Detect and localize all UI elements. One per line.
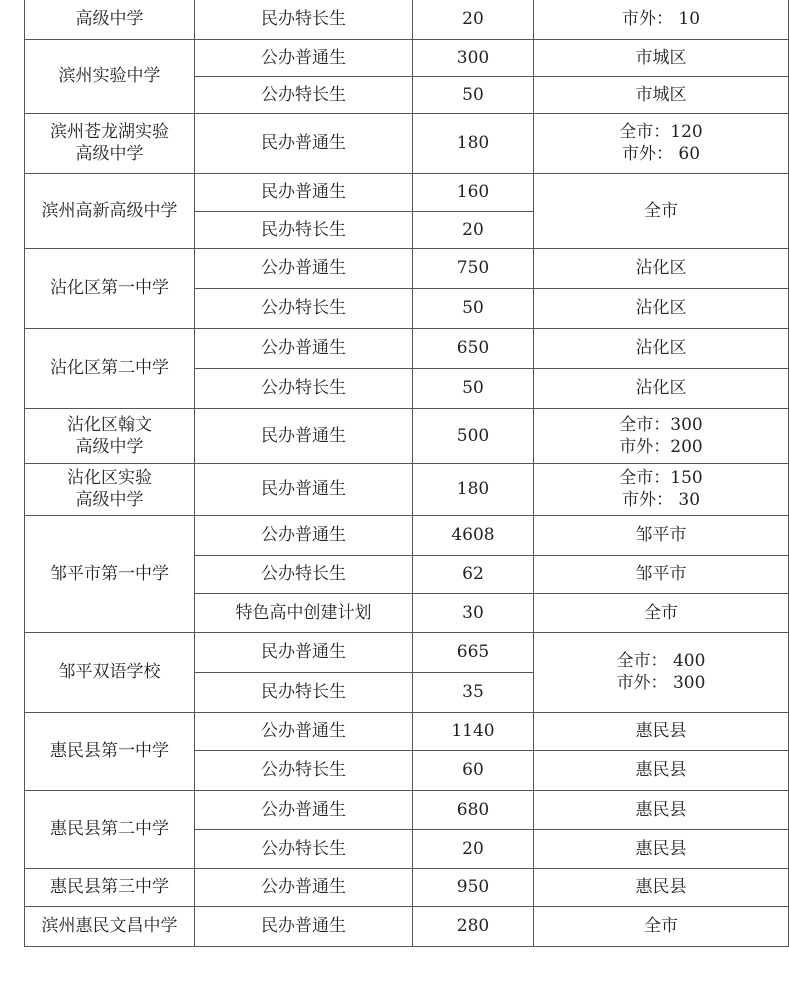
enrollment-type-cell: 公办特长生	[195, 750, 413, 790]
school-name-cell-line: 滨州惠民文昌中学	[41, 916, 178, 936]
table-row	[25, 173, 789, 211]
plan-count-cell: 180	[413, 113, 534, 173]
enrollment-type-cell: 民办特长生	[195, 0, 413, 39]
school-name-cell	[25, 0, 195, 39]
enrollment-area-cell	[534, 790, 789, 829]
school-name-cell	[25, 868, 195, 906]
enrollment-type-cell: 特色高中创建计划	[195, 593, 413, 632]
enrollment-area-cell-line: 惠民县	[635, 877, 687, 897]
enrollment-type-cell: 公办特长生	[195, 555, 413, 593]
enrollment-area-cell	[534, 328, 789, 368]
school-name-cell-line: 惠民县第二中学	[50, 819, 169, 839]
school-name-cell-line: 沾化区翰文	[67, 414, 152, 435]
plan-count-cell: 500	[413, 408, 534, 463]
enrollment-area-cell	[534, 868, 789, 906]
school-name-cell-line: 沾化区第一中学	[50, 278, 169, 298]
plan-count-cell: 950	[413, 868, 534, 906]
table-row	[25, 712, 789, 750]
enrollment-area-cell	[534, 906, 789, 946]
plan-count-cell: 750	[413, 248, 534, 288]
enrollment-area-cell	[534, 555, 789, 593]
enrollment-type-cell: 民办普通生	[195, 173, 413, 211]
enrollment-area-cell-line: 沾化区	[635, 258, 687, 278]
table-row	[25, 328, 789, 368]
enrollment-area-cell	[534, 0, 789, 39]
enrollment-area-cell-line: 全市	[644, 602, 678, 623]
enrollment-area-cell-line: 市城区	[635, 47, 687, 68]
plan-count-cell: 1140	[413, 712, 534, 750]
enrollment-area-cell	[534, 515, 789, 555]
enrollment-area-cell-line: 全市：300	[619, 414, 703, 435]
plan-count-cell: 280	[413, 906, 534, 946]
enrollment-area-cell	[534, 39, 789, 76]
enrollment-area-cell	[534, 463, 789, 515]
enrollment-area-cell-line: 惠民县	[635, 799, 687, 820]
table-row	[25, 248, 789, 288]
table-row	[25, 408, 789, 463]
enrollment-type-cell: 民办普通生	[195, 463, 413, 515]
school-name-cell	[25, 328, 195, 408]
enrollment-table-body	[25, 0, 789, 946]
enrollment-table	[24, 0, 789, 947]
enrollment-area-cell-line: 市外： 30	[621, 490, 701, 510]
enrollment-type-cell: 民办普通生	[195, 113, 413, 173]
enrollment-type-cell: 公办普通生	[195, 868, 413, 906]
enrollment-type-cell: 公办特长生	[195, 76, 413, 113]
school-name-cell	[25, 463, 195, 515]
plan-count-cell: 180	[413, 463, 534, 515]
table-row	[25, 463, 789, 515]
table-row	[25, 906, 789, 946]
enrollment-type-cell: 民办普通生	[195, 408, 413, 463]
school-name-cell	[25, 632, 195, 712]
enrollment-area-cell-line: 邹平市	[635, 525, 687, 545]
enrollment-area-cell	[534, 408, 789, 463]
enrollment-type-cell: 公办特长生	[195, 288, 413, 328]
enrollment-type-cell: 民办普通生	[195, 906, 413, 946]
school-name-cell-line: 滨州高新高级中学	[41, 200, 178, 221]
school-name-cell-line: 高级中学	[75, 490, 144, 510]
plan-count-cell: 30	[413, 593, 534, 632]
table-row	[25, 632, 789, 672]
table-row	[25, 39, 789, 76]
enrollment-area-cell	[534, 829, 789, 868]
school-name-cell	[25, 39, 195, 113]
enrollment-area-cell-line: 市外： 300	[616, 673, 706, 693]
table-row	[25, 790, 789, 829]
school-name-cell	[25, 712, 195, 790]
enrollment-area-cell	[534, 750, 789, 790]
enrollment-area-cell-line: 市外： 10	[621, 9, 701, 30]
school-name-cell	[25, 790, 195, 868]
enrollment-area-cell-line: 惠民县	[635, 838, 687, 859]
enrollment-type-cell: 公办特长生	[195, 368, 413, 408]
enrollment-type-cell: 民办普通生	[195, 632, 413, 672]
enrollment-type-cell: 公办普通生	[195, 515, 413, 555]
enrollment-type-cell: 公办普通生	[195, 39, 413, 76]
enrollment-type-cell: 民办特长生	[195, 672, 413, 712]
enrollment-area-cell-line: 邹平市	[635, 564, 687, 584]
plan-count-cell: 650	[413, 328, 534, 368]
enrollment-area-cell-line: 惠民县	[635, 721, 687, 741]
plan-count-cell: 4608	[413, 515, 534, 555]
school-name-cell-line: 滨州苍龙湖实验	[50, 122, 169, 142]
enrollment-area-cell-line: 市外： 60	[621, 144, 701, 164]
school-name-cell-line: 邹平双语学校	[58, 662, 161, 682]
school-name-cell-line: 沾化区第二中学	[50, 358, 169, 378]
plan-count-cell: 680	[413, 790, 534, 829]
enrollment-area-cell-line: 市外：200	[619, 436, 703, 457]
school-name-cell	[25, 113, 195, 173]
plan-count-cell: 20	[413, 0, 534, 39]
plan-count-cell: 20	[413, 829, 534, 868]
enrollment-area-cell-line: 惠民县	[635, 760, 687, 780]
enrollment-area-cell	[534, 248, 789, 288]
enrollment-type-cell: 公办普通生	[195, 712, 413, 750]
enrollment-area-cell	[534, 173, 789, 248]
enrollment-area-cell-line: 全市：120	[619, 122, 703, 142]
school-name-cell-line: 惠民县第一中学	[50, 741, 169, 761]
enrollment-area-cell	[534, 288, 789, 328]
table-row	[25, 515, 789, 555]
school-name-cell-line: 沾化区实验	[67, 468, 152, 488]
enrollment-area-cell-line: 全市： 400	[616, 651, 706, 671]
enrollment-area-cell	[534, 368, 789, 408]
enrollment-area-cell-line: 沾化区	[635, 338, 687, 358]
school-name-cell-line: 高级中学	[75, 436, 144, 457]
school-name-cell-line: 惠民县第三中学	[50, 877, 169, 897]
enrollment-area-cell-line: 市城区	[635, 84, 687, 105]
enrollment-type-cell: 民办特长生	[195, 211, 413, 248]
enrollment-area-cell	[534, 593, 789, 632]
enrollment-area-cell-line: 全市	[644, 916, 678, 936]
enrollment-area-cell	[534, 113, 789, 173]
school-name-cell	[25, 408, 195, 463]
plan-count-cell: 50	[413, 76, 534, 113]
enrollment-type-cell: 公办特长生	[195, 829, 413, 868]
enrollment-type-cell: 公办普通生	[195, 248, 413, 288]
plan-count-cell: 62	[413, 555, 534, 593]
table-row	[25, 0, 789, 39]
plan-count-cell: 60	[413, 750, 534, 790]
enrollment-area-cell	[534, 76, 789, 113]
plan-count-cell: 160	[413, 173, 534, 211]
school-name-cell	[25, 173, 195, 248]
school-name-cell	[25, 515, 195, 632]
plan-count-cell: 665	[413, 632, 534, 672]
school-name-cell-line: 邹平市第一中学	[50, 563, 169, 584]
enrollment-area-cell-line: 沾化区	[635, 378, 687, 398]
enrollment-type-cell: 公办普通生	[195, 790, 413, 829]
enrollment-area-cell	[534, 632, 789, 712]
enrollment-area-cell-line: 全市	[644, 200, 678, 221]
school-name-cell-line: 滨州实验中学	[58, 66, 161, 86]
school-name-cell-line: 高级中学	[75, 9, 144, 30]
plan-count-cell: 50	[413, 288, 534, 328]
school-name-cell	[25, 248, 195, 328]
plan-count-cell: 50	[413, 368, 534, 408]
plan-count-cell: 20	[413, 211, 534, 248]
school-name-cell	[25, 906, 195, 946]
plan-count-cell: 35	[413, 672, 534, 712]
plan-count-cell: 300	[413, 39, 534, 76]
enrollment-area-cell-line: 全市：150	[619, 468, 703, 488]
table-row	[25, 113, 789, 173]
enrollment-area-cell-line: 沾化区	[635, 298, 687, 318]
table-row	[25, 868, 789, 906]
enrollment-type-cell: 公办普通生	[195, 328, 413, 368]
school-name-cell-line: 高级中学	[75, 144, 144, 164]
enrollment-area-cell	[534, 712, 789, 750]
